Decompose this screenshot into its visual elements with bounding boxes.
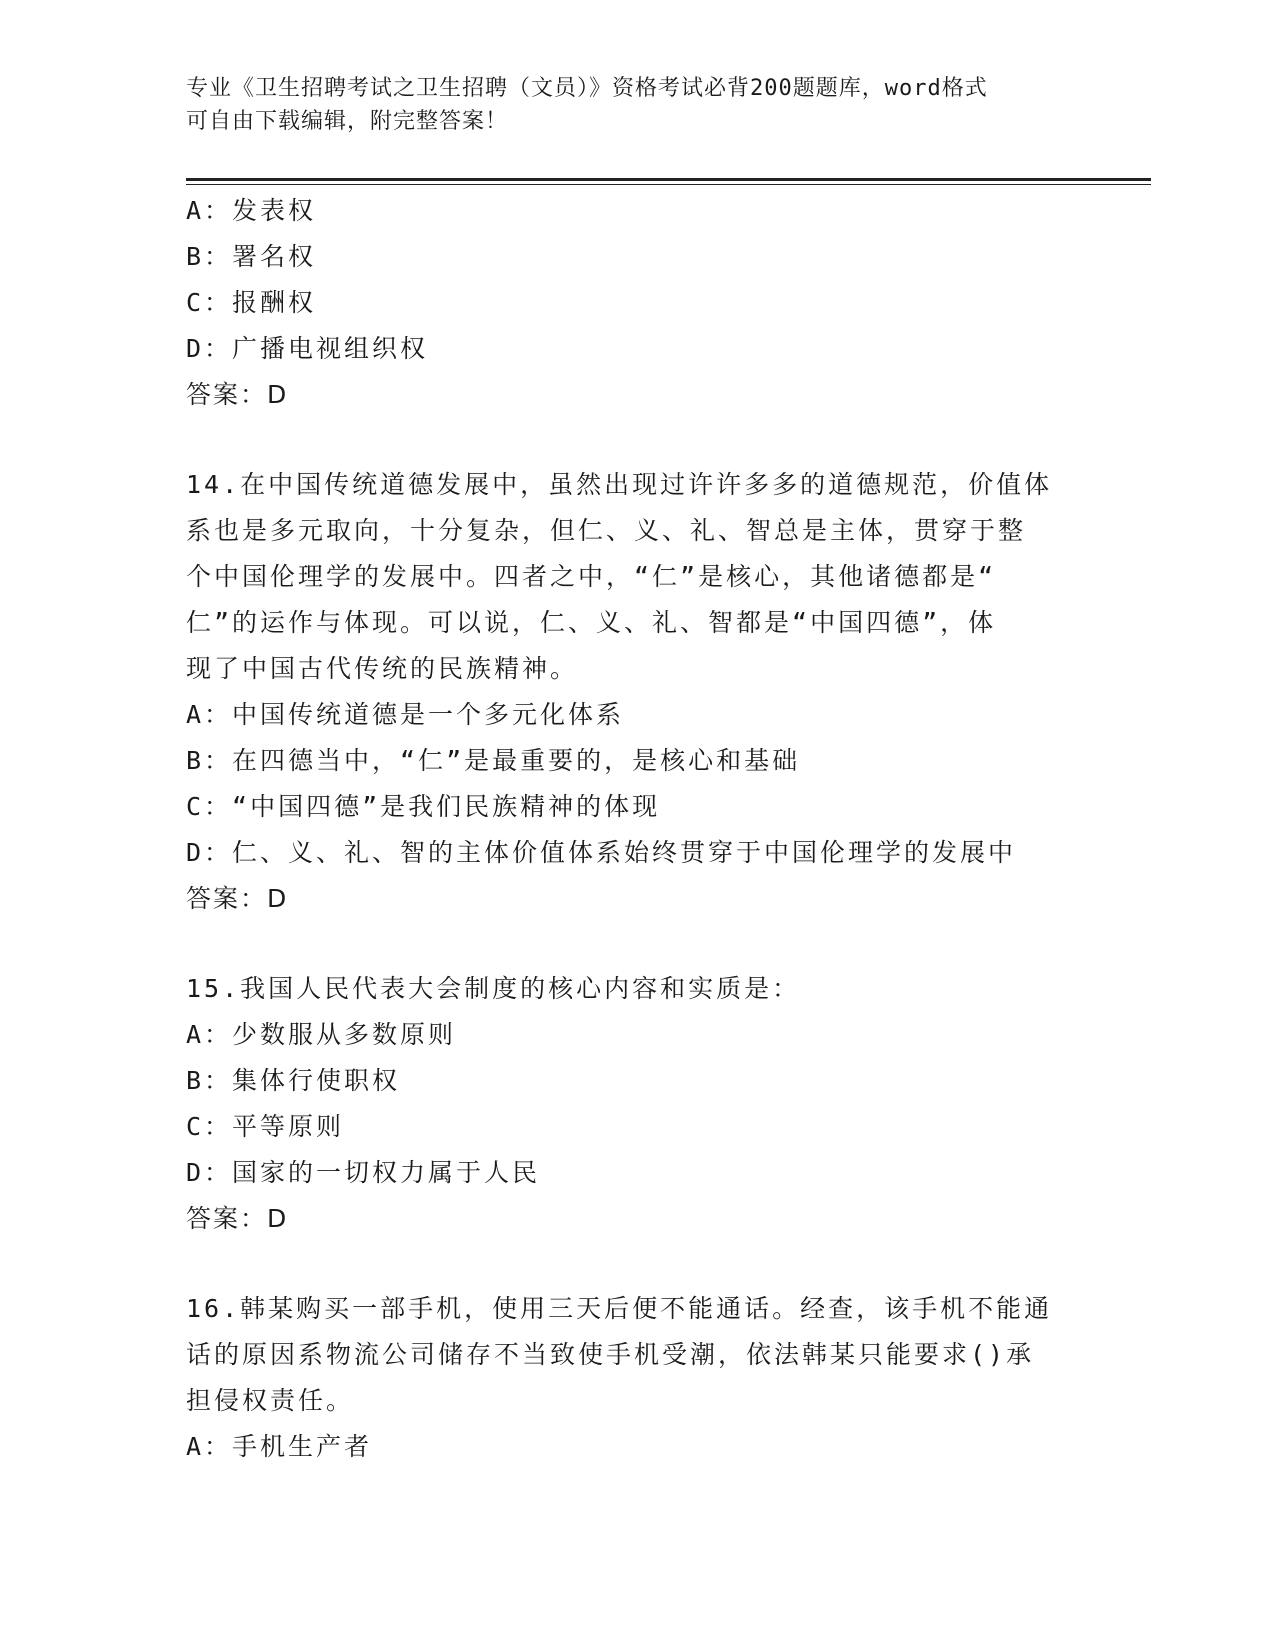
- header-divider-thin: [186, 184, 1151, 185]
- answer: 答案：D: [186, 1204, 289, 1233]
- question-stem-line: 系也是多元取向，十分复杂，但仁、义、礼、智总是主体，贯穿于整: [186, 516, 1027, 545]
- option-d: D：广播电视组织权: [186, 334, 429, 363]
- header-line-2: 可自由下载编辑，附完整答案！: [186, 109, 509, 134]
- header-line-1: 专业《卫生招聘考试之卫生招聘（文员）》资格考试必背200题题库，word格式: [186, 76, 988, 101]
- option-a: A：少数服从多数原则: [186, 1020, 457, 1049]
- option-a: A：手机生产者: [186, 1432, 373, 1461]
- option-c: C：平等原则: [186, 1112, 345, 1141]
- header-divider-thick: [186, 178, 1151, 181]
- question-stem-line: 14.在中国传统道德发展中，虽然出现过许许多多的道德规范，价值体: [186, 470, 1053, 499]
- question-stem-line: 担侵权责任。: [186, 1386, 355, 1415]
- question-stem-line: 仁”的运作与体现。可以说，仁、义、礼、智都是“中国四德”，体: [186, 608, 997, 637]
- option-b: B：集体行使职权: [186, 1066, 401, 1095]
- question-stem-line: 16.韩某购买一部手机，使用三天后便不能通话。经查，该手机不能通: [186, 1294, 1053, 1323]
- question-16: [186, 1286, 1086, 1470]
- answer: 答案：D: [186, 884, 289, 913]
- option-b: B：在四德当中，“仁”是最重要的，是核心和基础: [186, 746, 801, 775]
- option-c: C：“中国四德”是我们民族精神的体现: [186, 792, 661, 821]
- option-a: A：中国传统道德是一个多元化体系: [186, 700, 625, 729]
- question-15: [186, 966, 1086, 1242]
- question-stem-line: 话的原因系物流公司储存不当致使手机受潮，依法韩某只能要求()承: [186, 1340, 1035, 1369]
- option-d: D：国家的一切权力属于人民: [186, 1158, 541, 1187]
- answer: 答案：D: [186, 380, 289, 409]
- option-c: C：报酬权: [186, 288, 317, 317]
- option-d: D：仁、义、礼、智的主体价值体系始终贯穿于中国伦理学的发展中: [186, 838, 1017, 867]
- question-stem-line: 现了中国古代传统的民族精神。: [186, 654, 579, 683]
- option-b: B：署名权: [186, 242, 317, 271]
- document-header: [186, 72, 1066, 138]
- option-a: A：发表权: [186, 196, 317, 225]
- question-content: [186, 188, 1086, 1470]
- question-13: [186, 188, 1086, 418]
- question-stem-line: 个中国伦理学的发展中。四者之中，“仁”是核心，其他诸德都是“: [186, 562, 997, 591]
- question-stem-line: 15.我国人民代表大会制度的核心内容和实质是：: [186, 974, 801, 1003]
- question-14: [186, 462, 1086, 922]
